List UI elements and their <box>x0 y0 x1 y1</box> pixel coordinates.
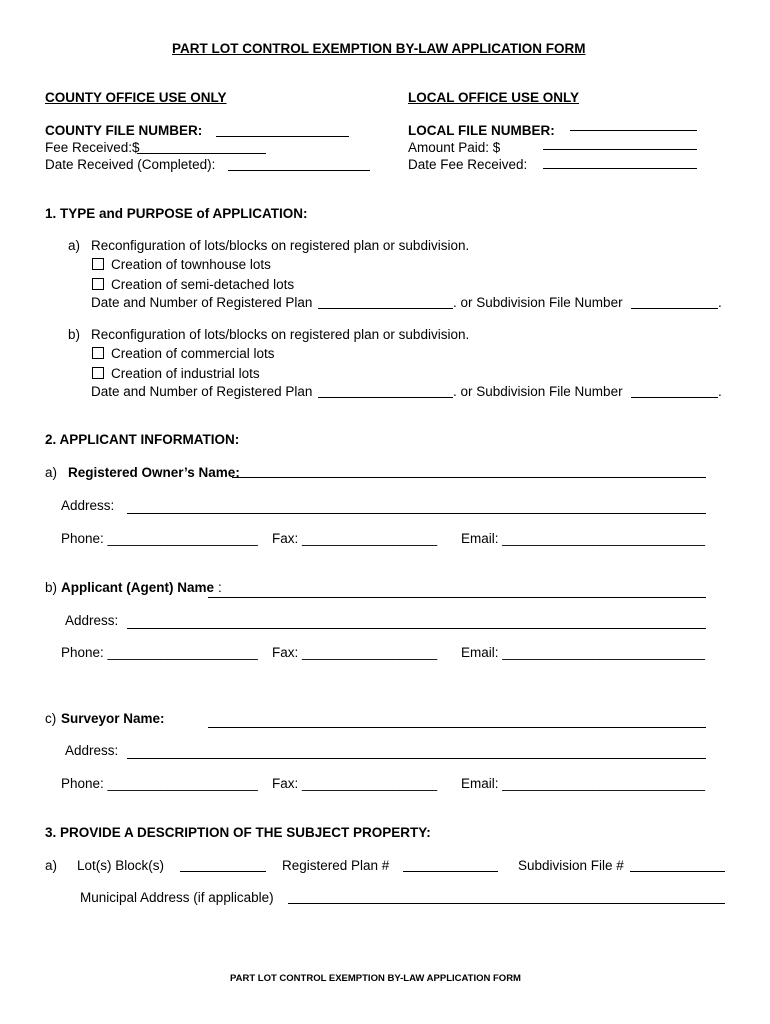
agent-name-field[interactable] <box>208 597 706 598</box>
townhouse-lots-label: Creation of townhouse lots <box>111 257 271 272</box>
period-b: . <box>718 384 722 399</box>
section-1-heading: 1. TYPE and PURPOSE of APPLICATION: <box>45 206 308 221</box>
agent-email-field[interactable]: Email: ___________________________ <box>461 645 705 660</box>
industrial-lots-checkbox[interactable] <box>92 367 104 379</box>
subdivision-file-field-a[interactable] <box>631 308 718 309</box>
county-file-number-field[interactable] <box>216 136 349 137</box>
municipal-address-label: Municipal Address (if applicable) <box>80 890 274 905</box>
owner-address-label: Address: <box>61 498 115 513</box>
subdivision-file-label-a: . or Subdivision File Number <box>453 295 623 310</box>
owner-name-label: Registered Owner’s Name: <box>68 465 240 480</box>
amount-paid-field[interactable] <box>543 149 697 150</box>
registered-plan-label-a: Date and Number of Registered Plan <box>91 295 313 310</box>
county-file-number-label: COUNTY FILE NUMBER: <box>45 123 203 138</box>
registered-plan-number-label: Registered Plan # <box>282 858 390 873</box>
local-file-number-field[interactable] <box>570 130 697 131</box>
lots-blocks-field[interactable] <box>180 871 266 872</box>
semi-detached-lots-checkbox[interactable] <box>92 278 104 290</box>
agent-address-field[interactable] <box>127 628 706 629</box>
registered-plan-label-b: Date and Number of Registered Plan <box>91 384 313 399</box>
section-1b-text: Reconfiguration of lots/blocks on registered plan or subdivision. <box>91 327 470 342</box>
lots-blocks-label: Lot(s) Block(s) <box>77 858 165 873</box>
surveyor-prefix: c) <box>45 711 57 726</box>
subdivision-file-number-field[interactable] <box>630 871 725 872</box>
owner-email-field[interactable]: Email: ___________________________ <box>461 531 705 546</box>
semi-detached-lots-label: Creation of semi-detached lots <box>111 277 295 292</box>
surveyor-name-field[interactable] <box>208 727 706 728</box>
agent-prefix: b) <box>45 580 58 595</box>
local-file-number-label: LOCAL FILE NUMBER: <box>408 123 555 138</box>
section-3a-label: a) <box>45 858 58 873</box>
period-a: . <box>718 295 722 310</box>
section-3-heading: 3. PROVIDE A DESCRIPTION OF THE SUBJECT PROPERTY: <box>45 825 431 840</box>
page-footer: PART LOT CONTROL EXEMPTION BY-LAW APPLICATION FORM <box>230 973 521 984</box>
owner-name-field[interactable] <box>232 477 706 478</box>
subdivision-file-field-b[interactable] <box>631 397 718 398</box>
commercial-lots-label: Creation of commercial lots <box>111 346 275 361</box>
date-fee-received-label: Date Fee Received: <box>408 157 528 172</box>
municipal-address-field[interactable] <box>288 903 725 904</box>
agent-address-label: Address: <box>65 613 119 628</box>
owner-fax-field[interactable]: Fax: __________________ <box>272 531 438 546</box>
section-1b-label: b) <box>68 327 81 342</box>
subdivision-file-number-label: Subdivision File # <box>518 858 624 873</box>
owner-address-field[interactable] <box>127 513 706 514</box>
subdivision-file-label-b: . or Subdivision File Number <box>453 384 623 399</box>
fee-received-field[interactable] <box>137 153 266 154</box>
townhouse-lots-checkbox[interactable] <box>92 258 104 270</box>
section-2-heading: 2. APPLICANT INFORMATION: <box>45 432 240 447</box>
surveyor-email-field[interactable]: Email: ___________________________ <box>461 776 705 791</box>
date-fee-received-field[interactable] <box>543 168 697 169</box>
registered-plan-number-field[interactable] <box>403 871 498 872</box>
surveyor-phone-field[interactable]: Phone: ____________________ <box>61 776 258 791</box>
commercial-lots-checkbox[interactable] <box>92 347 104 359</box>
agent-name-label: Applicant (Agent) Name <box>61 580 215 595</box>
county-office-heading: COUNTY OFFICE USE ONLY <box>45 90 227 105</box>
date-received-field[interactable] <box>228 170 370 171</box>
owner-prefix: a) <box>45 465 58 480</box>
owner-phone-field[interactable]: Phone: ____________________ <box>61 531 258 546</box>
amount-paid-label: Amount Paid: $ <box>408 140 501 155</box>
industrial-lots-label: Creation of industrial lots <box>111 366 260 381</box>
local-office-heading: LOCAL OFFICE USE ONLY <box>408 90 580 105</box>
surveyor-name-label: Surveyor Name: <box>61 711 165 726</box>
surveyor-address-label: Address: <box>65 743 119 758</box>
date-received-label: Date Received (Completed): <box>45 157 216 172</box>
agent-name-colon: : <box>218 580 222 595</box>
fee-received-label: Fee Received:$ <box>45 140 140 155</box>
surveyor-address-field[interactable] <box>127 758 706 759</box>
surveyor-fax-field[interactable]: Fax: __________________ <box>272 776 438 791</box>
section-1a-label: a) <box>68 238 81 253</box>
page-title: PART LOT CONTROL EXEMPTION BY-LAW APPLICATION FORM <box>172 41 586 56</box>
agent-fax-field[interactable]: Fax: __________________ <box>272 645 438 660</box>
agent-phone-field[interactable]: Phone: ____________________ <box>61 645 258 660</box>
section-1a-text: Reconfiguration of lots/blocks on registered plan or subdivision. <box>91 238 470 253</box>
registered-plan-field-a[interactable] <box>318 308 453 309</box>
registered-plan-field-b[interactable] <box>318 397 453 398</box>
